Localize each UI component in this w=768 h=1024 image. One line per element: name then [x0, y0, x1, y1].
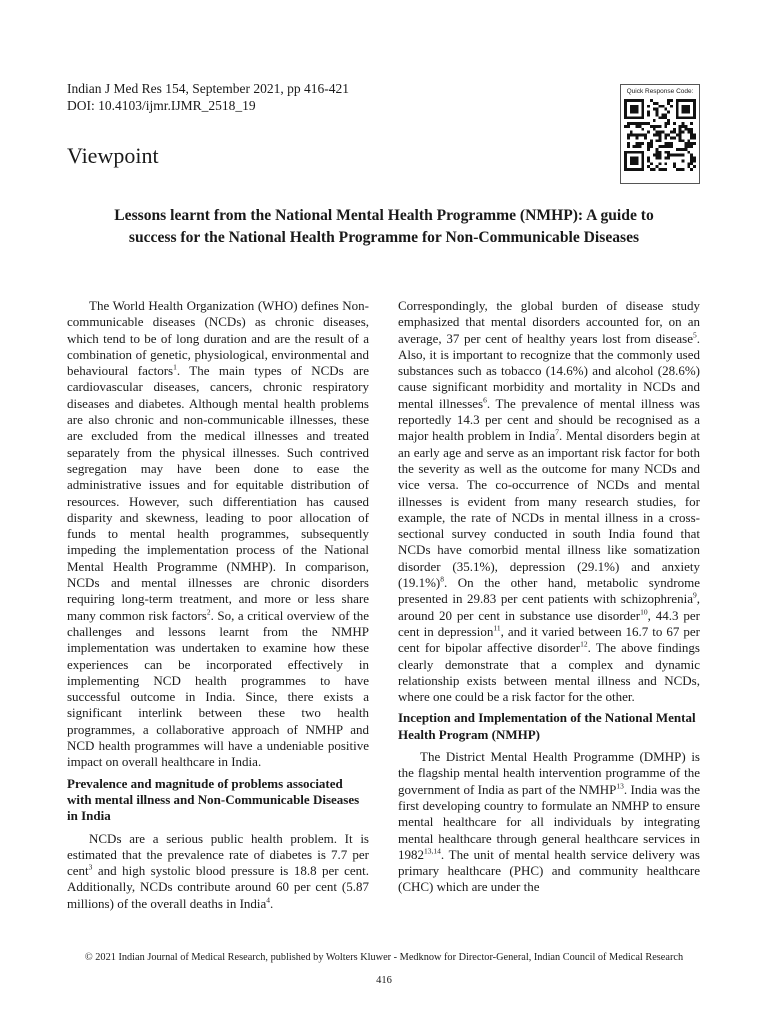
citation-journal-line: Indian J Med Res 154, September 2021, pp 416-421: [67, 81, 349, 96]
reference-7[interactable]: 7: [555, 428, 559, 438]
reference-2[interactable]: 2: [206, 607, 211, 617]
reference-3[interactable]: 3: [88, 862, 93, 872]
article-title: [60, 205, 708, 249]
reference-9[interactable]: 9: [693, 591, 697, 601]
reference-11[interactable]: 11: [493, 623, 501, 633]
article-type-label: Viewpoint: [67, 143, 159, 168]
reference-13-14[interactable]: 13,14: [424, 846, 441, 856]
qr-code-box: [620, 84, 700, 184]
page-number: 416: [376, 975, 392, 986]
reference-13[interactable]: 13: [616, 781, 624, 791]
copyright-footer: © 2021 Indian Journal of Medical Research, published by Wolters Kluwer - Medknow for Director-General, Indian Council of Medical Research: [84, 952, 684, 963]
qr-code-icon: [624, 99, 696, 171]
left-column: [67, 298, 369, 912]
article-title-line-1: Lessons learnt from the National Mental Health Programme (NMHP): A guide to: [114, 207, 654, 224]
reference-4[interactable]: 4: [266, 895, 271, 905]
reference-1[interactable]: 1: [173, 362, 177, 372]
reference-8[interactable]: 8: [440, 574, 444, 584]
paragraph-ncd-burden: NCDs are a serious public health problem. It is estimated that the prevalence rate of diabetes is 7.7 per cent$^3$ and high systolic blood pressure is 18.8 per cent. Additionally, NCDs contribute around 60 per cent (5.87 millions) of the overall deaths in India$^4$.: [67, 830, 369, 911]
paragraph-global-burden: Correspondingly, the global burden of disease study emphasized that mental disorders accounted for, on an average, 37 per cent of healthy years lost from disease$^5$. Also, it is important to recognize that the commonly used substances such as tobacco (14.6%) and alcohol (28.6%) cause significant morbidity and mortality in NCDs and mental illnesses$^6$. The prevalence of mental illness was reportedly 14.3 per cent and should be recognised as a major health problem in India$^7$. Mental disorders begin at an early age and serve as an important risk factor for both the severity as well as the outcome for many NCDs and vice versa. The co-occurrence of NCDs and mental illnesses is evident from many research studies, for example, the rate of NCDs in mental illness in a cross-sectional survey conducted in south India found that NCDs have comorbid mental illness like somatization disorder (35.1%), depression (29.1%) and anxiety $(19.1\%)^8$. On the other hand, metabolic syndrome presented in 29.83 per cent patients with schizophrenia$^9$, around 20 per cent in substance use disorder$^{10}$, 44.3 per cent in depression$^{11}$, and it varied between 16.7 to 67 per cent for bipolar affective disorder$^{12}$. The above findings clearly demonstrate that a complex and dynamic relationship exists between mental illness and NCDs, where one could be a risk factor for the other.: [398, 298, 701, 705]
citation-doi-line[interactable]: DOI: 10.4103/ijmr.IJMR_2518_19: [67, 98, 256, 113]
reference-10[interactable]: 10: [640, 607, 648, 617]
paragraph-who-definition: The World Health Organization (WHO) defines Non-communicable diseases (NCDs) as chronic diseases, which tend to be of long duration and are the result of a combination of genetic, physiological, environmental and behavioural factors$^1$. The main types of NCDs are cardiovascular diseases, cancers, chronic respiratory diseases and diabetes. Although mental health problems are also chronic and non-communicable illnesses, these are excluded from the medical illnesses and treated separately from the physical illnesses. Such contrived segregation may have been done to ease the administrative issues and for equitable distribution of resources. However, such differentiation has caused disparity and skewness, leading to poor allocation of funds to mental health programmes, subsequently impeding the implementation process of the National Mental Health Programme (NMHP). In comparison, NCDs and mental illnesses are chronic disorders requiring long-term treatment, and more or less share many common risk factors$^2$. So, a critical overview of the challenges and lessons learnt from the NMHP implementation was undertaken to examine how these experiences can be incorporated effectively in implementing NCD health programmes to have successful outcome in India. Since, there exists a significant interlink between these two health programmes, a collaborative approach of NMHP and NCD health programmes will have a undeniable positive impact on overall healthcare in India.: [67, 298, 369, 770]
article-title-line-2: success for the National Health Programme for Non-Communicable Diseases: [128, 229, 640, 246]
section-heading-prevalence: Prevalence and magnitude of problems associated with mental illness and Non-Communicable Diseases in India: [67, 775, 360, 824]
paragraph-dmhp: The District Mental Health Programme (DMHP) is the flagship mental health intervention programme of the government of India as part of the NMHP$^{13}$. India was the first developing country to formulate an NMHP to ensure mental healthcare for all individuals by integrating mental healthcare through general healthcare services in 1982$^{13,14}$. The unit of mental health service delivery was primary healthcare (PHC) and community healthcare (CHC) which are under the: [398, 749, 700, 895]
reference-5[interactable]: 5: [693, 330, 697, 340]
reference-12[interactable]: 12: [580, 639, 588, 649]
qr-code-label: Quick Response Code:: [626, 88, 694, 95]
journal-citation: [67, 80, 349, 114]
section-heading-inception: Inception and Implementation of the National Mental Health Program (NMHP): [398, 710, 696, 742]
right-column: [398, 298, 700, 896]
reference-6[interactable]: 6: [483, 395, 487, 405]
